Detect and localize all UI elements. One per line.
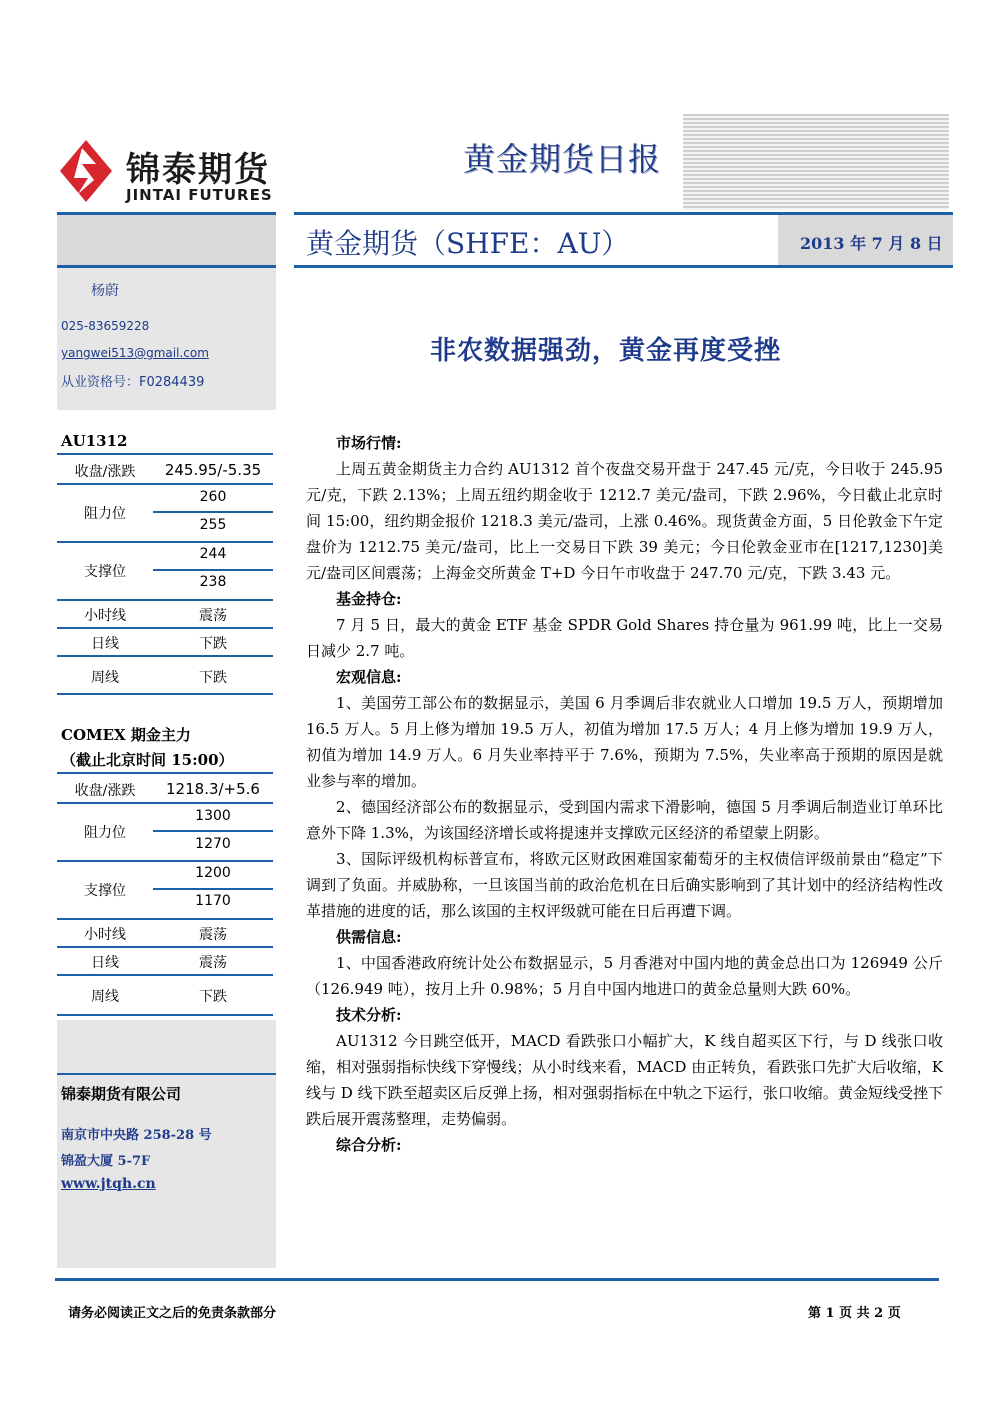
supply-paragraph-1: 1、中国香港政府统计处公布数据显示，5 月香港对中国内地的黄金总出口为 126949 公斤（126.949 吨），按月上升 0.98%；5 月自中国内地进口的黄金总量则大跌 60%。 — [306, 954, 943, 998]
close-label: 收盘/涨跌 — [74, 783, 136, 799]
support-1-value: 244 — [199, 546, 227, 562]
support-1-value: 1200 — [195, 865, 231, 881]
comex-table-heading: COMEX 期金主力 — [61, 726, 191, 744]
table-row — [57, 920, 273, 948]
table-row — [57, 601, 273, 629]
sidebar-top-band — [57, 212, 276, 268]
table-row — [57, 657, 273, 695]
close-value: 1218.3/+5.6 — [166, 780, 260, 798]
weekly-value: 下跌 — [199, 989, 227, 1005]
table-row — [57, 976, 273, 1016]
daily-value: 下跌 — [199, 636, 227, 652]
author-name: 杨蔚 — [91, 283, 119, 299]
au-table-heading: AU1312 — [61, 432, 128, 450]
close-label: 收盘/涨跌 — [74, 464, 136, 480]
macro-paragraph-1: 1、美国劳工部公布的数据显示，美国 6 月季调后非农就业人口增加 19.5 万人，预期增加 16.5 万人。5 月上修为增加 19.5 万人，初值为增加 17.5 万人；4 月上修为增加 19.9 万人，初值为增加 14.9 万人。6 月失业率持平于 7.6%，预期为 7.5%，失业率高于预期的原因是就业参与率的增加。 — [306, 694, 943, 790]
author-license: 从业资格号：F0284439 — [61, 375, 205, 390]
resistance-2-value: 1270 — [195, 836, 231, 852]
table-row — [57, 455, 273, 485]
hourly-label: 小时线 — [84, 927, 126, 943]
daily-value: 震荡 — [199, 955, 227, 971]
support-2-value: 238 — [199, 574, 227, 590]
footer-divider — [55, 1278, 939, 1281]
resistance-2-value: 255 — [199, 517, 227, 533]
company-website-link[interactable]: www.jtqh.cn — [61, 1176, 156, 1192]
daily-label: 日线 — [91, 636, 119, 652]
banner-title: 黄金期货（SHFE：AU） — [306, 227, 630, 260]
tech-heading: 技术分析: — [336, 1006, 402, 1024]
company-name: 锦泰期货有限公司 — [61, 1085, 182, 1103]
holding-heading: 基金持仓: — [336, 590, 402, 608]
report-title: 黄金期货日报 — [463, 140, 662, 178]
company-address-1: 南京市中央路 258-28 号 — [61, 1128, 212, 1143]
table-row — [57, 774, 273, 804]
close-value: 245.95/-5.35 — [164, 461, 262, 479]
support-label: 支撑位 — [84, 564, 126, 580]
market-paragraph: 上周五黄金期货主力合约 AU1312 首个夜盘交易开盘于 247.45 元/克，今日收于 245.95 元/克，下跌 2.13%；上周五纽约期金收于 1212.7 美元/盎司，下跌 2.96%，今日截止北京时间 15:00，纽约期金报价 1218.3 美元/盎司，上涨 0.46%。现货黄金方面，5 日伦敦金下午定盘价为 1212.75 美元/盎司，比上一交易日下跌 39 美元；今日伦敦金亚市在[1217,1230]美元/盎司区间震荡；上海金交所黄金 T+D 今日午市收盘于 247.70 元/克，下跌 3.43 元。 — [306, 460, 943, 582]
jintai-logo-icon — [60, 140, 112, 202]
weekly-label: 周线 — [91, 670, 119, 686]
comex-table-subheading: （截止北京时间 15:00） — [61, 751, 234, 769]
divider — [57, 212, 276, 215]
footer-disclaimer: 请务必阅读正文之后的免责条款部分 — [68, 1306, 277, 1321]
resistance-1-value: 260 — [199, 489, 227, 505]
macro-heading: 宏观信息: — [336, 668, 402, 686]
report-body — [306, 430, 943, 1158]
header-hatch-decoration — [683, 114, 949, 210]
support-label: 支撑位 — [84, 883, 126, 899]
author-phone: 025-83659228 — [61, 319, 150, 333]
logo-english-text: JINTAI FUTURES — [126, 186, 273, 204]
daily-label: 日线 — [91, 955, 119, 971]
resistance-1-value: 1300 — [195, 808, 231, 824]
holding-paragraph: 7 月 5 日，最大的黄金 ETF 基金 SPDR Gold Shares 持仓量为 961.99 吨，比上一交易日减少 2.7 吨。 — [306, 616, 943, 660]
tech-paragraph: AU1312 今日跳空低开，MACD 看跌张口小幅扩大，K 线自超买区下行，与 D 线张口收缩，相对强弱指标快线下穿慢线；从小时线来看，MACD 由正转负，看跌张口先扩大后收缩，K 线与 D 线下跌至超卖区后反弹上扬，相对强弱指标在中轨之下运行，张口收缩。黄金短线受挫下跌后展开震荡整理，走势偏弱。 — [306, 1032, 943, 1128]
table-row — [57, 629, 273, 657]
weekly-label: 周线 — [91, 989, 119, 1005]
table-row — [57, 948, 273, 976]
author-email-link[interactable]: yangwei513@gmail.com — [61, 346, 209, 360]
table-row — [57, 543, 273, 601]
weekly-value: 下跌 — [199, 670, 227, 686]
market-heading: 市场行情: — [336, 434, 402, 452]
logo-chinese-text: 锦泰期货 — [126, 150, 270, 190]
hourly-value: 震荡 — [199, 608, 227, 624]
table-row — [57, 485, 273, 543]
divider — [294, 265, 953, 268]
macro-paragraph-2: 2、德国经济部公布的数据显示，受到国内需求下滑影响，德国 5 月季调后制造业订单环比意外下降 1.3%，为该国经济增长或将提速并支撑欧元区经济的希望蒙上阴影。 — [306, 798, 943, 842]
resistance-label: 阻力位 — [84, 825, 126, 841]
hourly-value: 震荡 — [199, 927, 227, 943]
table-row — [57, 862, 273, 920]
resistance-label: 阻力位 — [84, 506, 126, 522]
support-2-value: 1170 — [195, 893, 231, 909]
macro-paragraph-3: 3、国际评级机构标普宣布，将欧元区财政困难国家葡萄牙的主权债信评级前景由“稳定”下调到了负面。并威胁称，一旦该国当前的政治危机在日后确实影响到了其计划中的经济结构性改革措施的进度的话，那么该国的主权评级就可能在日后再遭下调。 — [306, 850, 943, 920]
supply-heading: 供需信息: — [336, 928, 402, 946]
page-number: 第 1 页 共 2 页 — [808, 1306, 901, 1321]
hourly-label: 小时线 — [84, 608, 126, 624]
divider — [57, 1073, 276, 1075]
company-address-2: 锦盈大厦 5-7F — [61, 1154, 151, 1169]
company-logo — [58, 138, 280, 208]
headline: 非农数据强劲，黄金再度受挫 — [430, 336, 782, 366]
summary-heading: 综合分析: — [336, 1136, 402, 1154]
report-date: 2013 年 7 月 8 日 — [800, 234, 943, 253]
table-row — [57, 804, 273, 862]
